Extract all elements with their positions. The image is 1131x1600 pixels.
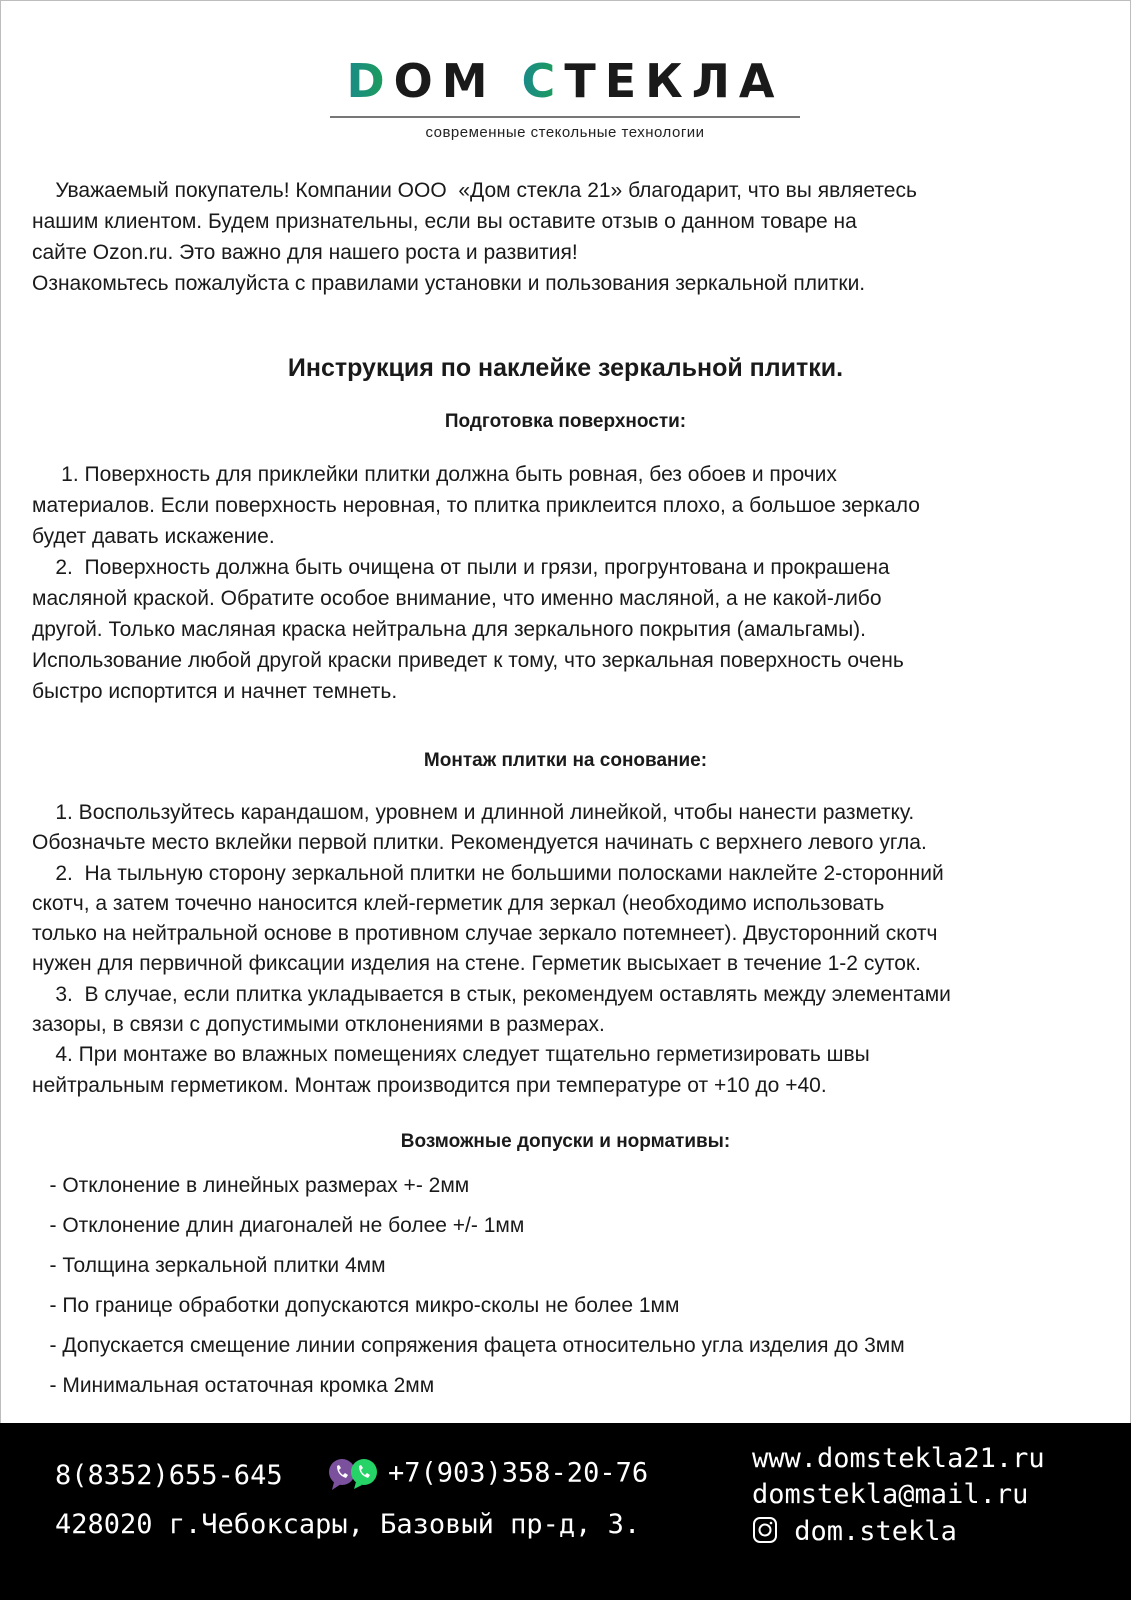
- section-heading-tolerances: Возможные допуски и нормативы:: [400, 1131, 731, 1152]
- logo-divider: [330, 116, 800, 118]
- text-line: нейтральным герметиком. Монтаж производится при температуре от +10 до +40.: [32, 1073, 827, 1097]
- text-line: другой. Только масляная краска нейтральна для зеркального покрытия (амальгамы).: [32, 618, 866, 641]
- list-item: - Толщина зеркальной плитки 4мм: [32, 1254, 386, 1277]
- section-heading-preparation: Подготовка поверхности:: [444, 411, 687, 432]
- phone-number: 8(8352)655-645: [55, 1460, 283, 1491]
- logo-letter-c: C: [521, 54, 565, 108]
- address: 428020 г.Чебоксары, Базовый пр-д, 3.: [55, 1509, 641, 1540]
- text-line: 2. На тыльную сторону зеркальной плитки не большими полосками наклейте 2-сторонний: [32, 861, 944, 885]
- instagram-icon: [752, 1516, 778, 1544]
- intro-line: Уважаемый покупатель! Компании ООО «Дом стекла 21» благодарит, что вы являетесь: [32, 179, 917, 202]
- page-title: Инструкция по наклейке зеркальной плитки.: [287, 354, 844, 382]
- logo-text-rest: ТЕКЛА: [564, 54, 784, 108]
- section-tolerances: [32, 1166, 1112, 1406]
- viber-whatsapp-icon: [328, 1456, 386, 1492]
- text-line: быстро испортится и начнет темнеть.: [32, 680, 398, 703]
- instagram-text: dom.stekla: [794, 1516, 957, 1547]
- text-line: зазоры, в связи с допустимыми отклонениями в размерах.: [32, 1013, 605, 1037]
- whatsapp-icon: [351, 1459, 377, 1489]
- email-link[interactable]: domstekla@mail.ru: [752, 1479, 1029, 1510]
- text-line: 1. Поверхность для приклейки плитки должна быть ровная, без обоев и прочих: [32, 463, 837, 486]
- text-line: будет давать искажение.: [32, 525, 275, 548]
- logo-text-om: OM: [393, 54, 522, 108]
- text-line: только на нейтральной основе в противном случае зеркало потемнеет). Двусторонний скотч: [32, 922, 938, 946]
- list-item: - Отклонение длин диагоналей не более +/- 1мм: [32, 1214, 525, 1237]
- text-line: скотч, а затем точечно наносится клей-герметик для зеркал (необходимо использовать: [32, 891, 885, 915]
- instagram-handle[interactable]: [752, 1516, 957, 1547]
- list-item: - Отклонение в линейных размерах +- 2мм: [32, 1174, 470, 1197]
- logo-tagline: современные стекольные технологии: [425, 124, 705, 141]
- text-line: 1. Воспользуйтесь карандашом, уровнем и длинной линейкой, чтобы нанести разметку.: [32, 801, 915, 824]
- mobile-number: +7(903)358-20-76: [388, 1457, 649, 1489]
- contact-footer: [0, 1423, 1131, 1600]
- list-item: - Минимальная остаточная кромка 2мм: [32, 1374, 435, 1397]
- website-link[interactable]: www.domstekla21.ru: [752, 1443, 1045, 1474]
- logo: [330, 54, 800, 141]
- intro-line: Ознакомьтесь пожалуйста с правилами установки и пользования зеркальной плитки.: [32, 272, 866, 295]
- intro-line: нашим клиентом. Будем признательны, если вы оставите отзыв о данном товаре на: [32, 210, 857, 233]
- text-line: 3. В случае, если плитка укладывается в стык, рекомендуем оставлять между элементами: [32, 982, 951, 1006]
- logo-letter-d: D: [346, 54, 394, 108]
- intro-line: сайте Ozon.ru. Это важно для нашего роста и развития!: [32, 241, 578, 264]
- section-heading-mounting: Монтаж плитки на сонование:: [423, 750, 708, 771]
- text-line: Использование любой другой краски приведет к тому, что зеркальная поверхность очень: [32, 649, 904, 672]
- list-item: - Допускается смещение линии сопряжения фацета относительно угла изделия до 3мм: [32, 1334, 905, 1357]
- section-mounting: [32, 797, 1112, 1100]
- viber-icon: [329, 1459, 355, 1490]
- text-line: 4. При монтаже во влажных помещениях следует тщательно герметизировать швы: [32, 1043, 870, 1067]
- section-preparation: [32, 459, 1112, 707]
- intro-paragraph: [32, 175, 1112, 299]
- list-item: - По границе обработки допускаются микро-сколы не более 1мм: [32, 1294, 680, 1317]
- text-line: 2. Поверхность должна быть очищена от пыли и грязи, прогрунтована и прокрашена: [32, 556, 890, 579]
- text-line: масляной краской. Обратите особое внимание, что именно масляной, а не какой-либо: [32, 587, 882, 610]
- text-line: Обозначьте место вклейки первой плитки. Рекомендуется начинать с верхнего левого угла.: [32, 831, 927, 855]
- text-line: нужен для первичной фиксации изделия на стене. Герметик высыхает в течение 1-2 суток.: [32, 952, 921, 976]
- text-line: материалов. Если поверхность неровная, то плитка приклеится плохо, а большое зеркало: [32, 494, 920, 517]
- logo-wordmark: [330, 54, 800, 108]
- mobile-contact: [328, 1456, 648, 1492]
